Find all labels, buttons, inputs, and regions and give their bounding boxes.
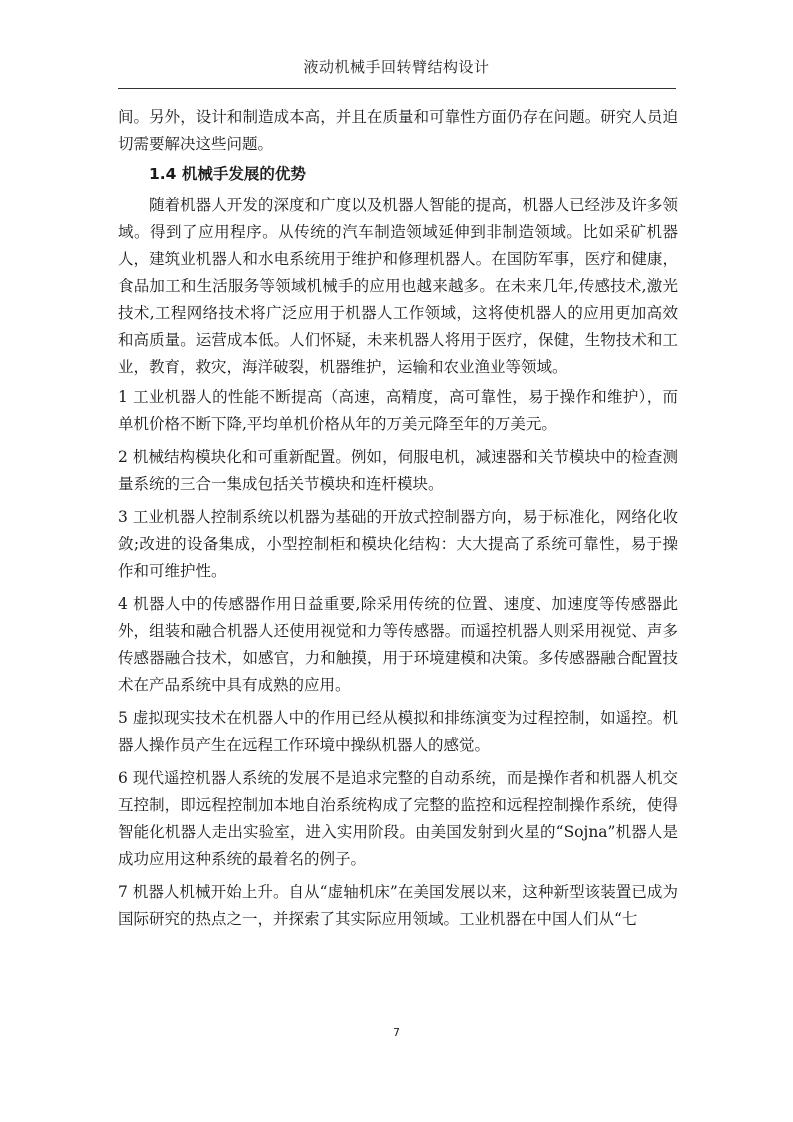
continuation-paragraph: 间。另外，设计和制造成本高，并且在质量和可靠性方面仍存在问题。研究人员迫切需要解决这些问题。 [118, 108, 678, 153]
page-number: 7 [393, 1026, 400, 1039]
list-item-2: 2 机械结构模块化和可重新配置。例如，伺服电机，减速器和关节模块中的检查测量系统的三合一集成包括关节模块和连杆模块。 [118, 448, 678, 493]
list-item-7: 7 机器人机械开始上升。自从“虚轴机床”在美国发展以来，这种新型该装置已成为国际研究的热点之一，并探索了其实际应用领域。工业机器在中国人们从“七 [118, 883, 678, 928]
running-header: 液动机械手回转臂结构设计 [303, 58, 490, 76]
intro-paragraph: 随着机器人开发的深度和广度以及机器人智能的提高，机器人已经涉及许多领域。得到了应用程序。从传统的汽车制造领域延伸到非制造领域。比如采矿机器人，建筑业机器人和水电系统用于维护和修理机器人。在国防军事，医疗和健康，食品加工和生活服务等领域机械手的应用也越来越多。在未来几年,传感技术,激光技术,工程网络技术将广泛应用于机器人工作领域，这将使机器人的应用更加高效和高质量。运营成本低。人们怀疑，未来机器人将用于医疗，保健，生物技术和工业，教育，救灾，海洋破裂，机器维护，运输和农业渔业等领域。 [118, 196, 678, 376]
section-heading: 1.4 机械手发展的优势 [149, 165, 306, 183]
list-item-6: 6 现代遥控机器人系统的发展不是追求完整的自动系统，而是操作者和机器人机交互控制，即远程控制加本地自治系统构成了完整的监控和远程控制操作系统，使得智能化机器人走出实验室，进入实用阶段。由美国发射到火星的“Sojna”机器人是成功应用这种系统的最着名的例子。 [118, 769, 678, 868]
list-item-5: 5 虚拟现实技术在机器人中的作用已经从模拟和排练演变为过程控制，如遥控。机器人操作员产生在远程工作环境中操纵机器人的感觉。 [118, 709, 678, 754]
page-body [118, 104, 678, 939]
list-item-1: 1 工业机器人的性能不断提高（高速，高精度，高可靠性，易于操作和维护），而单机价格不断下降,平均单机价格从年的万美元降至年的万美元。 [118, 388, 678, 433]
list-item-4: 4 机器人中的传感器作用日益重要,除采用传统的位置、速度、加速度等传感器此外，组装和融合机器人还使用视觉和力等传感器。而遥控机器人则采用视觉、声多传感器融合技术，如感官，力和触摸，用于环境建模和决策。多传感器融合配置技术在产品系统中具有成熟的应用。 [118, 595, 678, 694]
header-rule [118, 88, 676, 89]
list-item-3: 3 工业机器人控制系统以机器为基础的开放式控制器方向，易于标准化，网络化收敛;改进的设备集成，小型控制柜和模块化结构：大大提高了系统可靠性，易于操作和可维护性。 [118, 508, 678, 580]
